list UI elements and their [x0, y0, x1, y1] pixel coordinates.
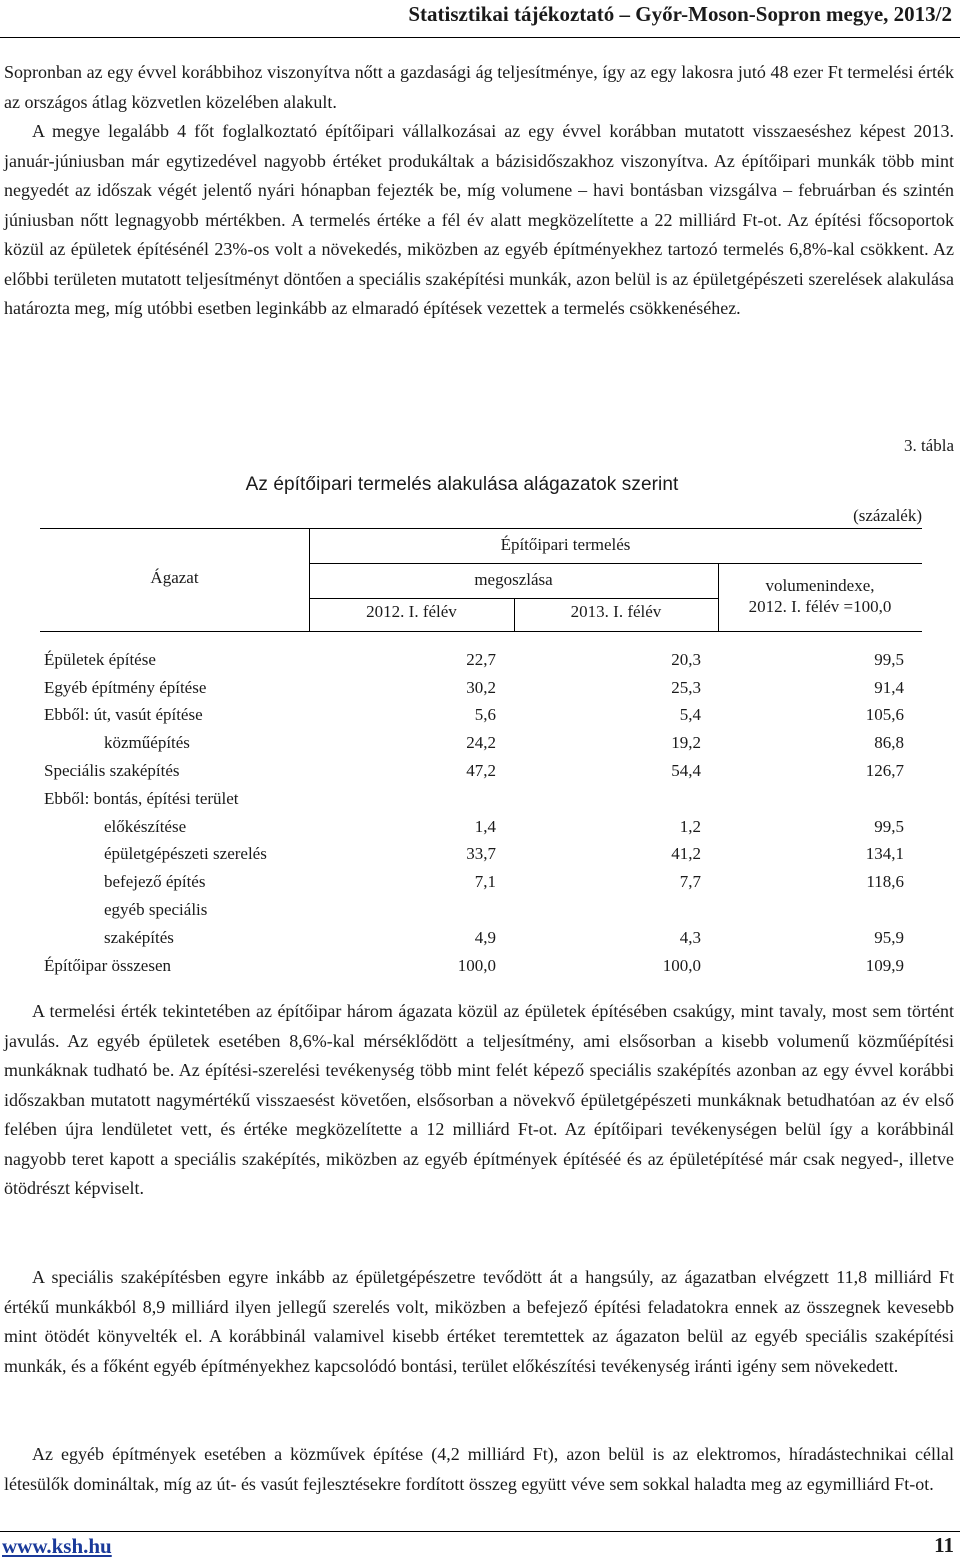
row-label: előkészítése: [104, 816, 187, 836]
cell-index: 118,6: [866, 872, 904, 892]
row-label: Ebből: bontás, építési terület: [44, 788, 239, 808]
table-unit: (százalék): [853, 506, 922, 525]
cell-2013: [496, 892, 701, 920]
table-head-agazat: Ágazat: [150, 568, 199, 587]
cell-2013: 1,2: [679, 816, 701, 836]
table-row: [44, 698, 904, 726]
table-top-rule: [40, 528, 922, 529]
cell-2012: 4,9: [474, 927, 496, 947]
cell-2012: 22,7: [466, 649, 496, 669]
cell-index: 99,5: [874, 816, 904, 836]
cell-2012: 33,7: [466, 844, 496, 864]
table-number: 3. tábla: [903, 436, 954, 455]
table-head-subgroup: megoszlása: [474, 570, 553, 589]
cell-2013: 25,3: [671, 677, 701, 697]
table-row: [44, 864, 904, 892]
cell-index: 134,1: [865, 844, 904, 864]
page-header: Statisztikai tájékoztató – Győr-Moson-Sopron megye, 2013/2: [408, 2, 952, 26]
cell-2013: 20,3: [671, 649, 701, 669]
table-head-group: Építőipari termelés: [500, 535, 631, 554]
cell-2013: 19,2: [671, 733, 701, 753]
cell-2012: 30,2: [466, 677, 496, 697]
table-row: [44, 670, 904, 698]
cell-2012: 100,0: [457, 955, 496, 975]
paragraph-other-structures: Az egyéb építmények esetében a közművek építése (4,2 milliárd Ft), azon belül is az elektromos, híradástechnikai céllal létesülők domináltak, míg az út- és vasút fejlesztésekre fordított összeg együtt véve sem sokkal haladta meg az egymilliárd Ft-ot.: [4, 1444, 954, 1494]
cell-2012: 24,2: [466, 733, 496, 753]
table-row: [44, 753, 904, 781]
cell-index: 95,9: [874, 927, 904, 947]
row-label: Építőipar összesen: [44, 955, 171, 975]
paragraph-special-construction: A speciális szaképítésben egyre inkább az épületgépészetre tevődött át a hangsúly, az ágazatban elvégzett 11,8 milliárd Ft értékű munkákból 8,9 milliárd ilyen jellegű szerelés volt, miközben a befejező építési feladatokra ennek az összegnek kevesebb mint ötödét könyvelték el. A korábbinál valamivel kisebb értéket teremtettek az ágazaton belül az egyéb speciális szaképítési munkák, és a főként egyéb építményekhez kapcsolódó bontási, terület előkészítési tevékenység iránti igény sem növekedett.: [4, 1267, 954, 1376]
row-label: szaképítés: [104, 927, 174, 947]
footer-rule: [0, 1531, 960, 1532]
row-label: befejező építés: [104, 872, 206, 892]
ksh-website-link[interactable]: www.ksh.hu: [2, 1534, 112, 1558]
table-title-wrap: [0, 474, 960, 496]
row-label: Egyéb építmény építése: [44, 677, 207, 697]
cell-index: [701, 781, 904, 809]
cell-index: 126,7: [865, 760, 904, 780]
row-label: közműépítés: [104, 733, 190, 753]
data-table: [44, 642, 904, 976]
cell-index: 86,8: [874, 733, 904, 753]
table-row: [44, 837, 904, 865]
cell-2013: 7,7: [679, 872, 701, 892]
row-label: Ebből: út, vasút építése: [44, 705, 203, 725]
table-head-col2: 2013. I. félév: [570, 602, 662, 621]
row-label: épületgépészeti szerelés: [104, 844, 267, 864]
cell-2012: 1,4: [474, 816, 496, 836]
cell-2013: 100,0: [662, 955, 701, 975]
table-row: [44, 809, 904, 837]
table-row: [44, 892, 904, 920]
cell-index: 99,5: [874, 649, 904, 669]
paragraph-construction: A megye legalább 4 főt foglalkoztató építőipari vállalkozásai az egy évvel korábban mutatott visszaeséshez képest 2013. január-júniusban már egytizedével nagyobb értéket produkáltak a bázisidőszakhoz viszonyítva. Az építőipari munkák több mint negyedét az időszak végét jelentő nyári hónapban fejezték be, míg volumene – havi bontásban vizsgálva – februárban és szintén júniusban nőtt legnagyobb mértékben. A termelés értéke a fél év alatt megközelítette a 22 milliárd Ft-ot. Az építési főcsoportok közül az épületek építésénél 23%-os volt a növekedés, miközben az egyéb építményekhez tartozó termelés 6,8%-kal csökkent. Az előbbi területen mutatott teljesítményt döntően a speciális szaképítési munkák, azon belül is az épületgépészeti szerelések alakulása határozta meg, míg utóbbi esetben leginkább az elmaradó építések vezettek a termelés csökkenéséhez.: [4, 121, 954, 318]
cell-index: 109,9: [865, 955, 904, 975]
table-row: [44, 642, 904, 670]
cell-2013: 41,2: [671, 844, 701, 864]
table-group-rule: [309, 563, 922, 564]
cell-2012: 5,6: [474, 705, 496, 725]
table-title: Az építőipari termelés alakulása alágazatok szerint: [245, 474, 679, 495]
cell-2013: 5,4: [679, 705, 701, 725]
table-row: [44, 781, 904, 809]
cell-2013: 54,4: [671, 760, 701, 780]
page-number: 11: [934, 1533, 954, 1557]
cell-index: 105,6: [865, 705, 904, 725]
cell-index: 91,4: [874, 677, 904, 697]
table-head-col3-line2: 2012. I. félév =100,0: [748, 597, 892, 616]
table-row: [44, 948, 904, 976]
table-head-bottom-rule: [40, 631, 922, 632]
row-label: Épületek építése: [44, 649, 156, 669]
header-rule: [0, 37, 960, 38]
table-row: [44, 920, 904, 948]
cell-2012: 47,2: [466, 760, 496, 780]
cell-2013: 4,3: [679, 927, 701, 947]
row-label: Speciális szaképítés: [44, 760, 180, 780]
cell-2012: 7,1: [474, 872, 496, 892]
table-row: [44, 725, 904, 753]
table-head-col3-line1: volumenindexe,: [765, 576, 875, 595]
paragraph-output-value: A termelési érték tekintetében az építőipar három ágazata közül az épületek építésében csakúgy, mint tavaly, most sem történt javulás. Az egyéb épületek esetében 8,6%-kal mérséklődött a teljesítmény, ami elsősorban a kisebb volumenű közműépítési munkáknak tudható be. Az építési-szerelési tevékenység több mint felét képező speciális szaképítés azonban az egy évvel korábbi időszakban mutatott nagymértékű visszaesést követően, elsősorban a növekvő épületgépészeti munkáknak betudhatóan az év első felében újra lendületet vett, és értéke megközelítette a 12 milliárd Ft-ot. Az építőipari tevékenységen belül így a korábbinál nagyobb teret kapott a speciális szaképítés, miközben az egyéb építmények építéséé és az épületépítésé már csak negyed-, illetve ötödrészt képviselt.: [4, 1001, 954, 1198]
table-head-col1: 2012. I. félév: [366, 602, 457, 621]
cell-2012: [404, 892, 496, 920]
row-label: egyéb speciális: [104, 899, 208, 919]
cell-2013: [496, 781, 701, 809]
cell-index: [701, 892, 904, 920]
paragraph-intro: Sopronban az egy évvel korábbihoz viszonyítva nőtt a gazdasági ág teljesítménye, így az egy lakosra jutó 48 ezer Ft termelési érték az országos átlag közvetlen közelében alakult.: [4, 62, 954, 112]
cell-2012: [404, 781, 496, 809]
